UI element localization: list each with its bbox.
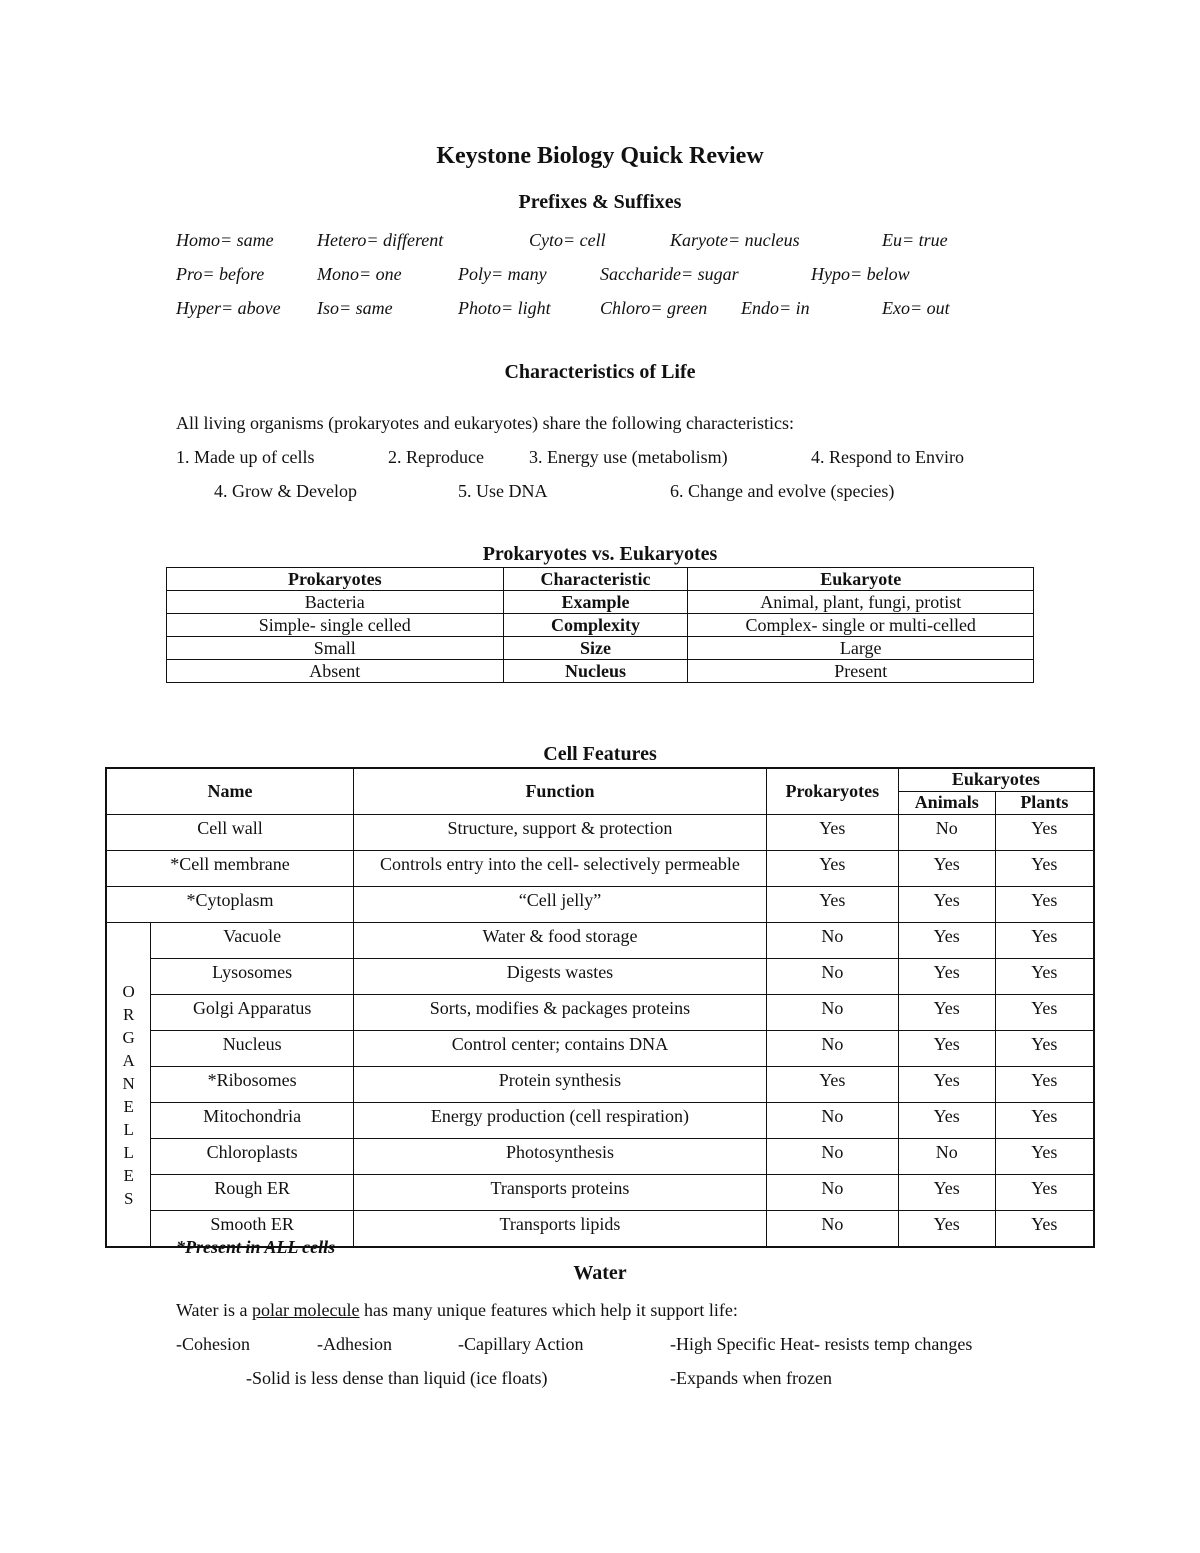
table-cell: “Cell jelly” (354, 886, 767, 922)
organelles-letter: A (122, 1051, 135, 1070)
table-row (167, 591, 1034, 614)
water-item: -Adhesion (317, 1334, 392, 1354)
table-cell: Small (167, 637, 504, 660)
table-row (106, 994, 1094, 1030)
organelles-letter: G (122, 1028, 135, 1047)
table-cell: Water & food storage (354, 922, 767, 958)
table-cell: Animal, plant, fungi, protist (688, 591, 1034, 614)
table-cell: *Cytoplasm (106, 886, 354, 922)
table-cell: Digests wastes (354, 958, 767, 994)
header-cell: Characteristic (503, 568, 688, 591)
header-cell: Eukaryote (688, 568, 1034, 591)
header-cell: Plants (995, 791, 1094, 814)
table-cell: Controls entry into the cell- selectively permeable (354, 850, 767, 886)
water-item: -Expands when frozen (670, 1368, 832, 1388)
table-cell: Yes (995, 886, 1094, 922)
prefix-item: Cyto= cell (529, 230, 606, 250)
table-cell: Transports lipids (354, 1210, 767, 1247)
table-cell: Yes (898, 1174, 995, 1210)
prefix-item: Poly= many (458, 264, 547, 284)
table-row (106, 886, 1094, 922)
table-row (106, 1138, 1094, 1174)
table-cell: Yes (995, 1210, 1094, 1247)
life-item: 4. Respond to Enviro (811, 447, 964, 467)
table-cell: Yes (995, 1102, 1094, 1138)
table-cell: Yes (898, 1030, 995, 1066)
prefix-item: Endo= in (741, 298, 810, 318)
table-cell: No (898, 1138, 995, 1174)
prefix-item: Mono= one (317, 264, 402, 284)
table-cell: Size (503, 637, 688, 660)
table-row (106, 1174, 1094, 1210)
table-cell: Yes (898, 958, 995, 994)
organelles-letter: L (123, 1120, 134, 1139)
table-cell: Golgi Apparatus (151, 994, 354, 1030)
table-cell: Yes (995, 1138, 1094, 1174)
cell-features-heading: Cell Features (543, 743, 657, 765)
prefix-item: Saccharide= sugar (600, 264, 739, 284)
table-cell: Complex- single or multi-celled (688, 614, 1034, 637)
pro-eu-table (166, 567, 1034, 683)
table-row (106, 958, 1094, 994)
water-intro (176, 1300, 738, 1321)
table-row (106, 922, 1094, 958)
water-intro-text: has many unique features which help it support life: (359, 1300, 738, 1320)
cell-features-footnote: *Present in ALL cells (176, 1237, 336, 1257)
header-cell: Eukaryotes (898, 768, 1094, 791)
organelles-letter: O (122, 982, 135, 1001)
table-cell: Rough ER (151, 1174, 354, 1210)
water-item: -Cohesion (176, 1334, 250, 1354)
table-cell: Simple- single celled (167, 614, 504, 637)
table-cell: Lysosomes (151, 958, 354, 994)
table-cell: Yes (898, 1066, 995, 1102)
table-cell: Nucleus (151, 1030, 354, 1066)
table-cell: Energy production (cell respiration) (354, 1102, 767, 1138)
table-cell: No (766, 994, 898, 1030)
organelles-letter: E (123, 1166, 134, 1185)
water-heading: Water (573, 1262, 627, 1284)
prefix-item: Hypo= below (811, 264, 910, 284)
header-cell: Animals (898, 791, 995, 814)
page-title: Keystone Biology Quick Review (436, 143, 764, 169)
table-cell: Mitochondria (151, 1102, 354, 1138)
table-cell: Yes (995, 994, 1094, 1030)
table-cell: Chloroplasts (151, 1138, 354, 1174)
table-row (106, 1030, 1094, 1066)
table-cell: Vacuole (151, 922, 354, 958)
organelles-letter: S (123, 1189, 134, 1208)
table-cell: No (766, 1138, 898, 1174)
prefix-item: Karyote= nucleus (670, 230, 800, 250)
prefix-item: Photo= light (458, 298, 551, 318)
table-row (106, 850, 1094, 886)
table-row (167, 614, 1034, 637)
table-cell: No (766, 1174, 898, 1210)
table-row (106, 814, 1094, 850)
table-row (106, 1102, 1094, 1138)
table-cell: Yes (995, 1066, 1094, 1102)
table-cell: Yes (995, 1030, 1094, 1066)
water-item: -Capillary Action (458, 1334, 584, 1354)
table-cell: No (766, 1030, 898, 1066)
life-item: 4. Grow & Develop (214, 481, 357, 501)
table-cell: Absent (167, 660, 504, 683)
table-cell: Yes (898, 1102, 995, 1138)
water-intro-text: Water is a (176, 1300, 253, 1320)
table-row (167, 660, 1034, 683)
table-cell: Present (688, 660, 1034, 683)
table-cell: Bacteria (167, 591, 504, 614)
table-row (167, 637, 1034, 660)
life-item: 6. Change and evolve (species) (670, 481, 895, 501)
table-cell: Yes (995, 958, 1094, 994)
prefixes-heading: Prefixes & Suffixes (518, 191, 682, 213)
life-intro: All living organisms (prokaryotes and eukaryotes) share the following characteristics: (176, 413, 794, 433)
table-cell: Smooth ER (151, 1210, 354, 1247)
prefix-item: Eu= true (882, 230, 948, 250)
life-heading: Characteristics of Life (504, 361, 696, 383)
prefix-item: Chloro= green (600, 298, 708, 318)
prefix-item: Iso= same (317, 298, 393, 318)
organelles-letter: N (122, 1074, 135, 1093)
table-cell: Protein synthesis (354, 1066, 767, 1102)
organelles-letter: R (123, 1005, 135, 1024)
prefix-item: Pro= before (176, 264, 265, 284)
table-cell: Example (503, 591, 688, 614)
table-header-row (106, 768, 1094, 791)
table-cell: Yes (898, 850, 995, 886)
table-cell: Yes (995, 850, 1094, 886)
table-cell: Yes (995, 922, 1094, 958)
table-cell: Control center; contains DNA (354, 1030, 767, 1066)
table-cell: Yes (995, 814, 1094, 850)
table-cell: Yes (766, 1066, 898, 1102)
table-cell: Yes (766, 814, 898, 850)
organelles-letter: E (123, 1097, 134, 1116)
table-cell: Sorts, modifies & packages proteins (354, 994, 767, 1030)
table-cell: Yes (766, 850, 898, 886)
table-cell: No (766, 1102, 898, 1138)
cell-features-table (105, 767, 1095, 1248)
table-cell: Yes (898, 922, 995, 958)
table-row (106, 1066, 1094, 1102)
table-cell: Yes (898, 886, 995, 922)
table-cell: Yes (766, 886, 898, 922)
life-item: 5. Use DNA (458, 481, 548, 501)
table-cell: No (766, 958, 898, 994)
header-cell: Function (354, 768, 767, 814)
header-cell: Prokaryotes (167, 568, 504, 591)
table-cell: *Cell membrane (106, 850, 354, 886)
table-cell: Large (688, 637, 1034, 660)
organelles-letter: L (123, 1143, 134, 1162)
table-cell: No (766, 922, 898, 958)
water-item: -Solid is less dense than liquid (ice floats) (246, 1368, 548, 1388)
life-item: 3. Energy use (metabolism) (529, 447, 728, 467)
table-cell: Yes (898, 1210, 995, 1247)
prefix-item: Homo= same (176, 230, 274, 250)
table-cell: Cell wall (106, 814, 354, 850)
life-item: 2. Reproduce (388, 447, 484, 467)
table-cell: Structure, support & protection (354, 814, 767, 850)
organelles-label (106, 922, 151, 1247)
table-cell: No (898, 814, 995, 850)
table-cell: *Ribosomes (151, 1066, 354, 1102)
water-item: -High Specific Heat- resists temp changes (670, 1334, 973, 1354)
table-header-row (167, 568, 1034, 591)
table-cell: Yes (898, 994, 995, 1030)
water-intro-term: polar molecule (252, 1300, 360, 1320)
header-cell: Prokaryotes (766, 768, 898, 814)
life-item: 1. Made up of cells (176, 447, 315, 467)
prefix-item: Exo= out (882, 298, 950, 318)
table-cell: No (766, 1210, 898, 1247)
pro-eu-heading: Prokaryotes vs. Eukaryotes (482, 543, 718, 565)
table-cell: Transports proteins (354, 1174, 767, 1210)
prefix-item: Hetero= different (317, 230, 444, 250)
table-cell: Complexity (503, 614, 688, 637)
header-cell: Name (106, 768, 354, 814)
table-cell: Yes (995, 1174, 1094, 1210)
table-cell: Photosynthesis (354, 1138, 767, 1174)
prefix-item: Hyper= above (176, 298, 281, 318)
table-cell: Nucleus (503, 660, 688, 683)
